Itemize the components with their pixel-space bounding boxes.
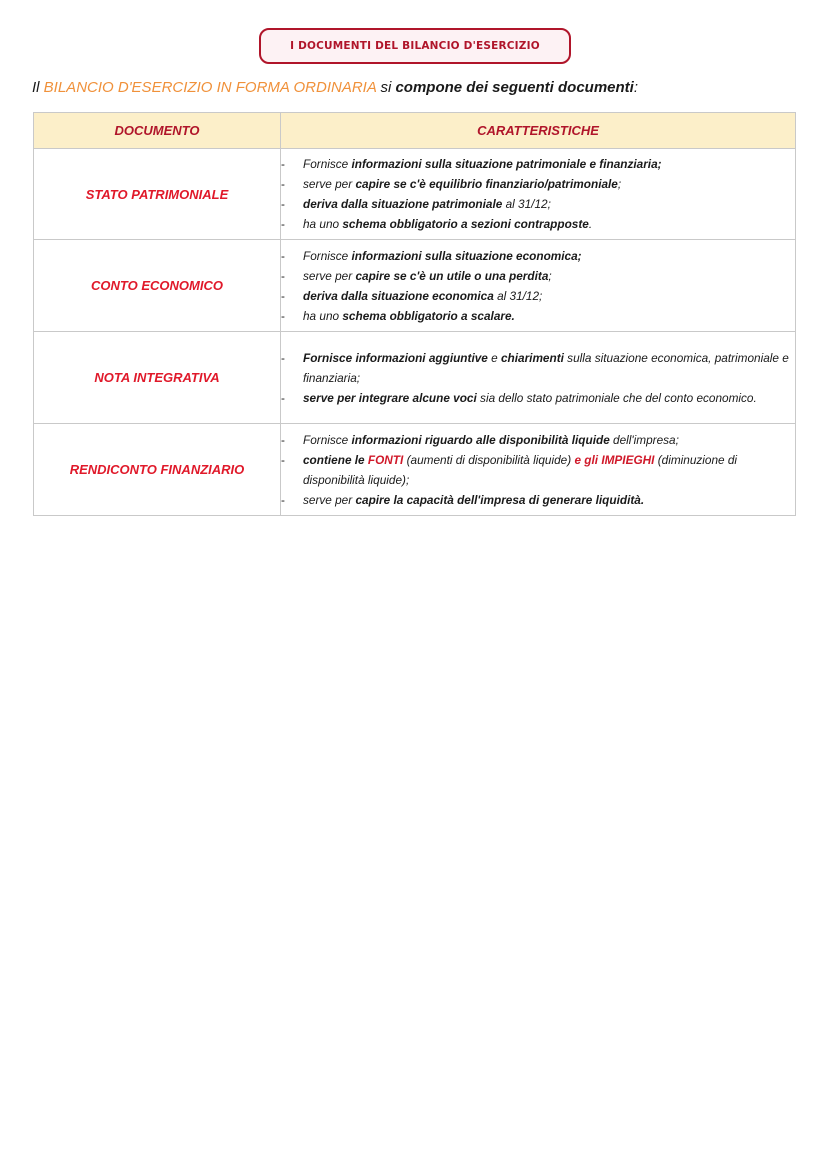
header-caratteristiche: CARATTERISTICHE [281, 113, 796, 149]
document-title-box [259, 28, 571, 64]
list-item: - ha uno schema obbligatorio a sezioni contrapposte. [281, 214, 795, 234]
document-name: CONTO ECONOMICO [34, 240, 281, 332]
table-header-row [34, 113, 796, 149]
list-item: - Fornisce informazioni riguardo alle disponibilità liquide dell'impresa; [281, 430, 795, 450]
table-row [34, 240, 796, 332]
intro-sentence [32, 79, 638, 96]
characteristics-list [281, 430, 795, 510]
characteristics-cell [281, 332, 796, 424]
list-item: - Fornisce informazioni sulla situazione economica; [281, 246, 795, 266]
document-name: NOTA INTEGRATIVA [34, 332, 281, 424]
document-title: I DOCUMENTI DEL BILANCIO D'ESERCIZIO [290, 40, 540, 52]
intro-suffix: : [633, 79, 638, 96]
characteristics-list [281, 154, 795, 234]
list-item: - deriva dalla situazione patrimoniale al 31/12; [281, 194, 795, 214]
intro-middle: si [376, 79, 396, 96]
characteristics-list [281, 246, 795, 326]
list-item: - contiene le FONTI (aumenti di disponibilità liquide) e gli IMPIEGHI (diminuzione di disponibilità liquide); [281, 450, 795, 490]
table-row [34, 424, 796, 516]
characteristics-cell [281, 424, 796, 516]
list-item: - serve per capire se c'è un utile o una perdita; [281, 266, 795, 286]
table-row [34, 149, 796, 240]
intro-bold: compone dei seguenti documenti [395, 79, 634, 96]
list-item: - Fornisce informazioni aggiuntive e chiarimenti sulla situazione economica, patrimoniale e finanziaria; [281, 348, 795, 388]
list-item: - Fornisce informazioni sulla situazione patrimoniale e finanziaria; [281, 154, 795, 174]
intro-highlight: BILANCIO D'ESERCIZIO IN FORMA ORDINARIA [43, 79, 377, 96]
characteristics-cell [281, 240, 796, 332]
document-name: RENDICONTO FINANZIARIO [34, 424, 281, 516]
intro-prefix: Il [32, 79, 44, 96]
characteristics-list [281, 348, 795, 408]
table-row [34, 332, 796, 424]
list-item: - deriva dalla situazione economica al 31/12; [281, 286, 795, 306]
documents-table [33, 112, 796, 516]
list-item: - serve per integrare alcune voci sia dello stato patrimoniale che del conto economico. [281, 388, 795, 408]
characteristics-cell [281, 149, 796, 240]
list-item: - serve per capire se c'è equilibrio finanziario/patrimoniale; [281, 174, 795, 194]
list-item: - serve per capire la capacità dell'impresa di generare liquidità. [281, 490, 795, 510]
document-name: STATO PATRIMONIALE [34, 149, 281, 240]
list-item: - ha uno schema obbligatorio a scalare. [281, 306, 795, 326]
header-documento: DOCUMENTO [34, 113, 281, 149]
